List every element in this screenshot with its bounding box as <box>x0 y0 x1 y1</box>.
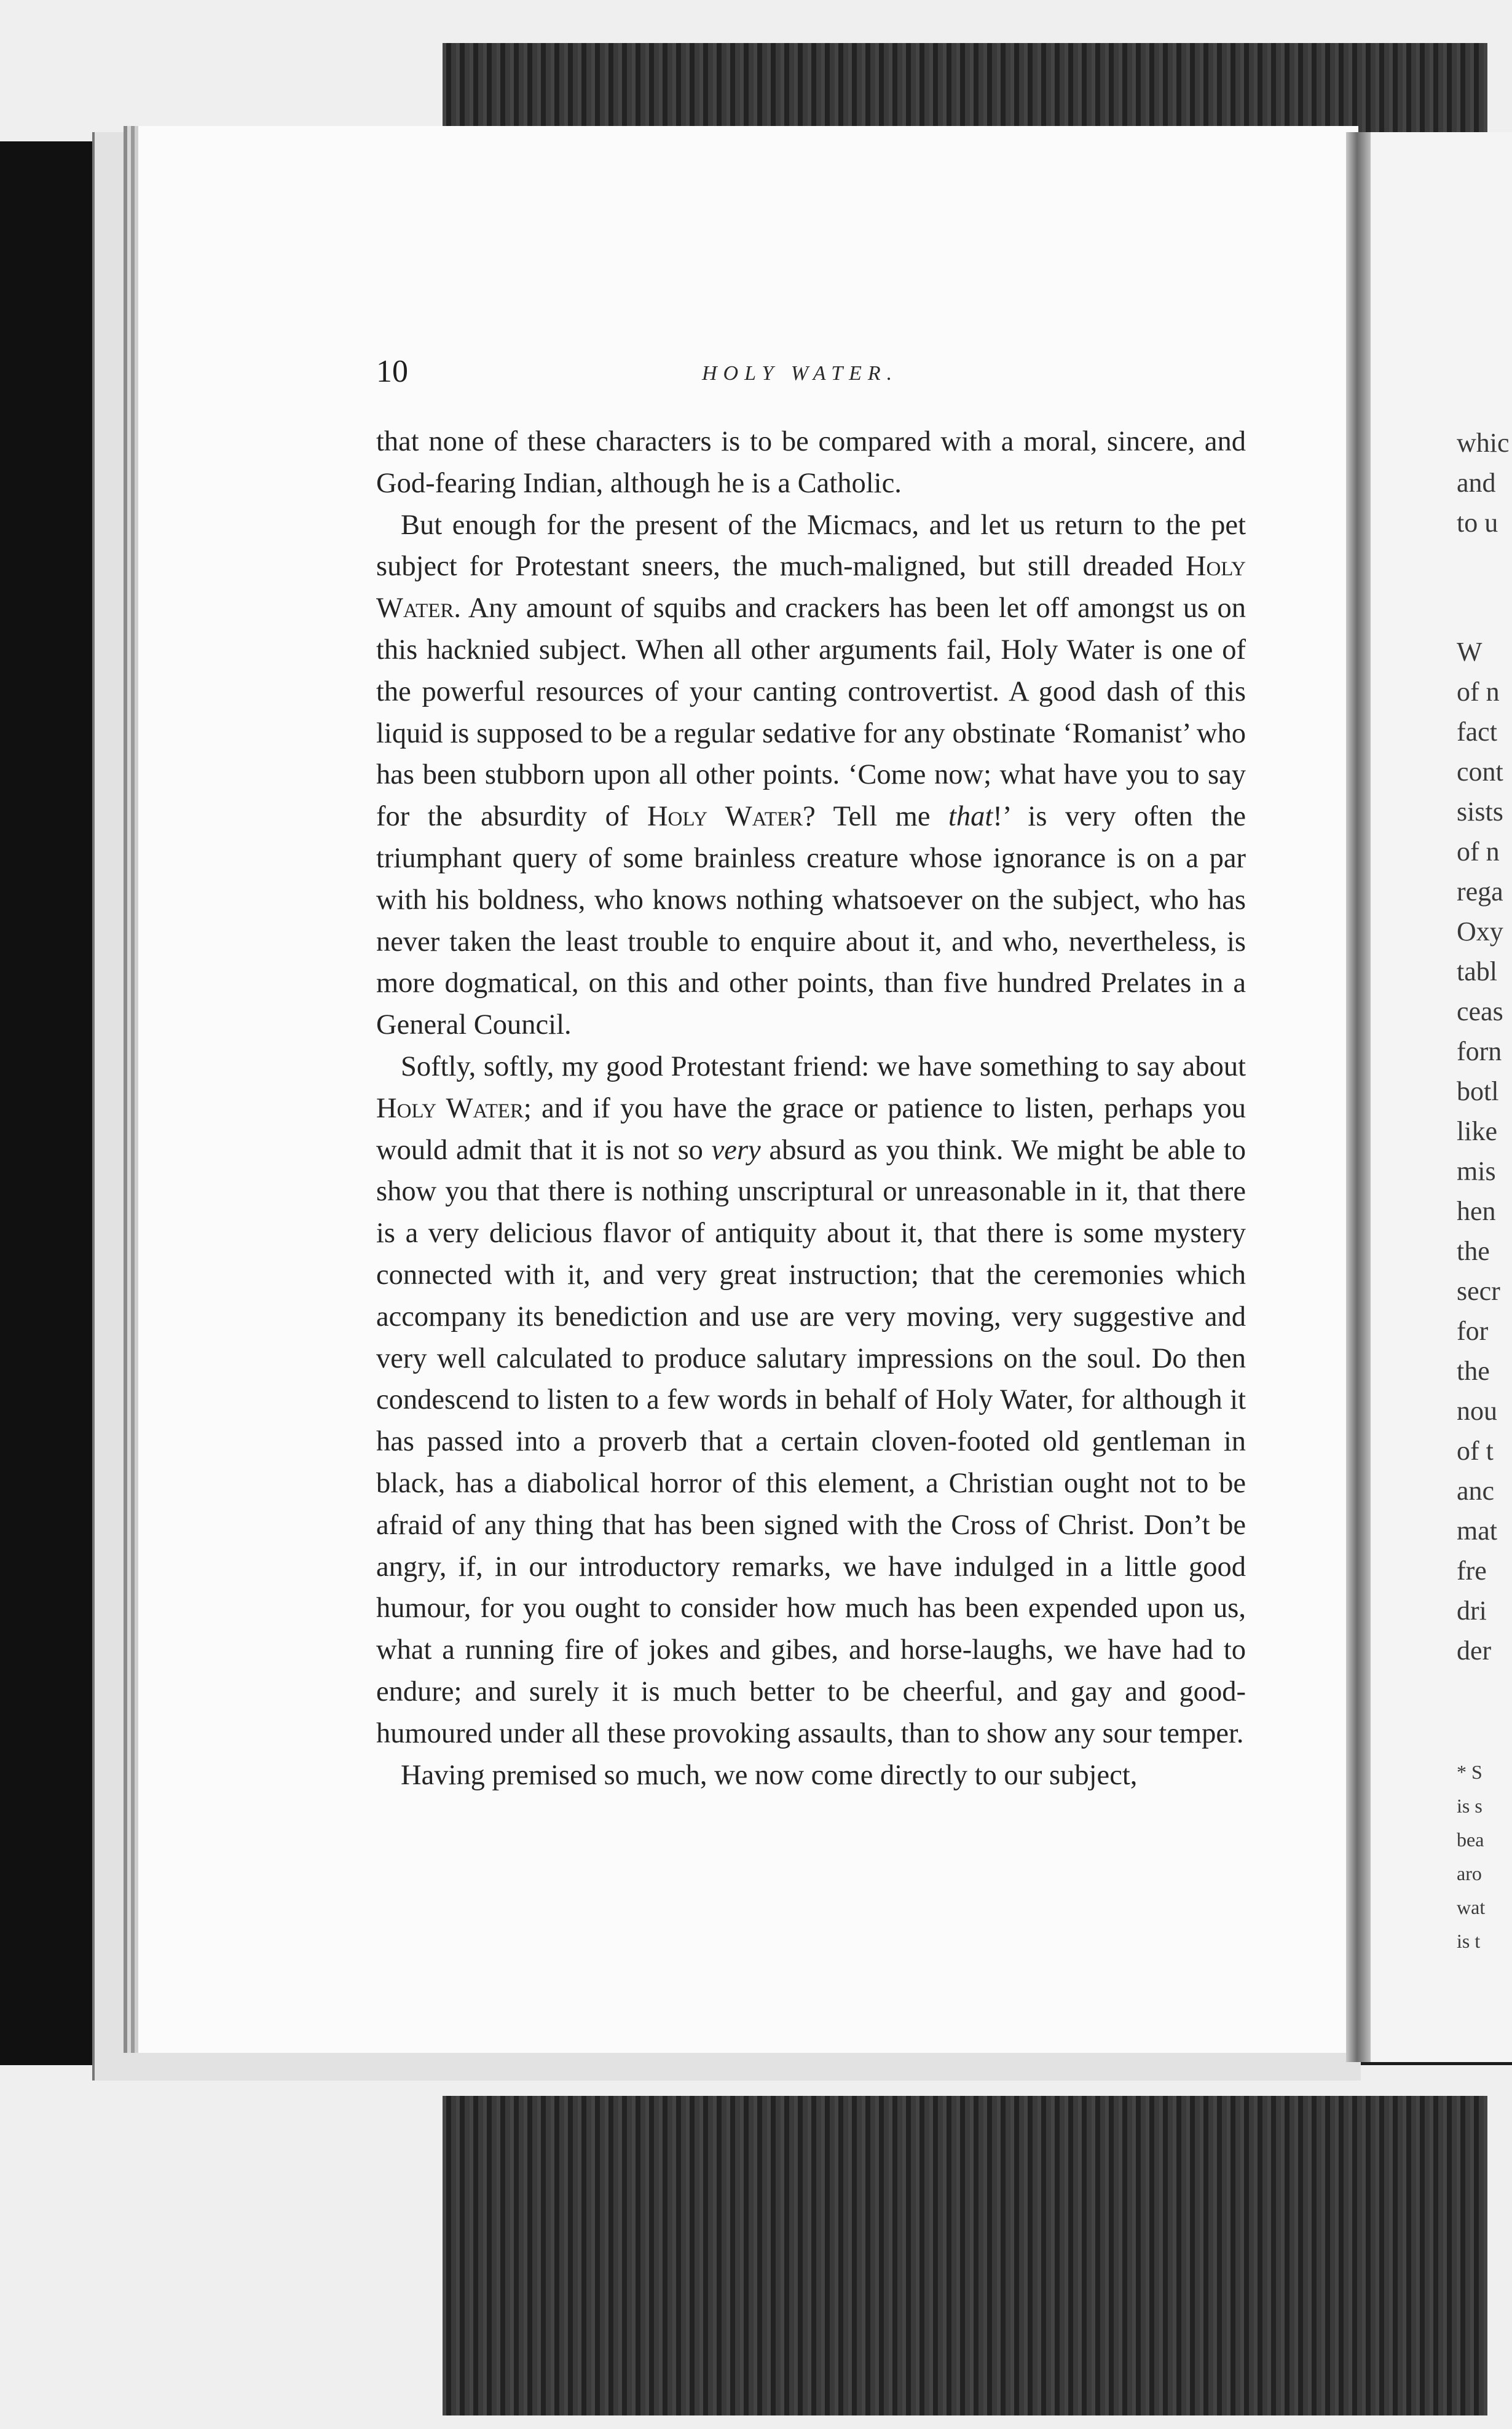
facing-page-line: fre <box>1457 1556 1487 1586</box>
facing-page <box>1371 132 1512 2062</box>
facing-page-line: is t <box>1457 1930 1481 1952</box>
facing-page-line: wat <box>1457 1896 1486 1918</box>
facing-page-line: aro <box>1457 1862 1482 1884</box>
facing-page-line: W <box>1457 637 1482 667</box>
facing-page-line: anc <box>1457 1476 1495 1506</box>
facing-page-line: the <box>1457 1356 1490 1386</box>
paragraph <box>376 505 1246 1046</box>
text-run: . Any amount of squibs and crackers has been let off amongst us on this hacknied subject. When all other arguments fail, Holy Water is one of the powerful resources of your canting controvertist. A good dash of this liquid is supposed to be a regular sedative for any obstinate ‘Romanist’ who has been stubborn upon all other points. ‘Come now; what have you to say for the absurdity of <box>376 592 1246 833</box>
facing-page-line: dri <box>1457 1596 1487 1626</box>
running-head <box>376 353 1246 396</box>
facing-page-line: ceas <box>1457 996 1503 1026</box>
text-run: absurd as you think. We might be able to show you that there is nothing unscriptural or unreasonable in it, that there is a very delicious flavor of antiquity about it, that there is some mystery connected with it, and very great instruction; that the ceremonies which accompany its benediction and use are very moving, very suggestive and very well calculated to produce salutary impressions on the soul. Do then condescend to listen to a few words in behalf of Holy Water, for although it has passed into a proverb that a certain cloven-footed old gentleman in black, has a diabolical horror of this element, a Christian ought not to be afraid of any thing that has been signed with the Cross of Christ. Don’t be angry, if, in our introductory remarks, we have indulged in a little good humour, for you ought to consider how much has been expended upon us, what a running fire of jokes and gibes, and horse-laughs, we have had to endure; and surely it is much better to be cheerful, and gay and good-humoured under all these provoking assaults, than to show any sour temper. <box>376 1134 1246 1749</box>
facing-page-line: * S <box>1457 1761 1482 1783</box>
text-run: Having premised so much, we now come directly to our subject, <box>401 1759 1138 1791</box>
scan-edge-bottom <box>443 2096 1487 2415</box>
text-run: ; and if you have the grace or patience to listen, perhaps you would admit that it is not so <box>376 1092 1246 1166</box>
facing-page-line: forn <box>1457 1036 1502 1066</box>
facing-page-line: rega <box>1457 876 1503 907</box>
facing-page-line: tabl <box>1457 956 1497 986</box>
running-title: HOLY WATER. <box>702 362 899 385</box>
text-run: Holy Water <box>647 801 803 833</box>
text-run: Softly, softly, my good Protestant friend: we have something to say about <box>401 1050 1246 1082</box>
facing-page-line: and <box>1457 468 1496 498</box>
facing-page-line: Oxy <box>1457 916 1503 947</box>
text-run: that <box>948 801 993 833</box>
facing-page-line: der <box>1457 1636 1492 1666</box>
text-run: ? Tell me <box>803 801 948 833</box>
facing-page-line: of n <box>1457 837 1500 867</box>
page-number: 10 <box>376 354 408 389</box>
facing-page-line: hen <box>1457 1196 1496 1226</box>
facing-page-line: for <box>1457 1316 1489 1346</box>
facing-page-line: secr <box>1457 1276 1500 1306</box>
facing-page-line: is s <box>1457 1795 1482 1817</box>
facing-page-line: of n <box>1457 677 1500 707</box>
text-run: But enough for the present of the Micmacs, and let us return to the pet subject for Protestant sneers, the much-maligned, but still dreaded <box>376 509 1246 583</box>
text-run: !’ is very often the triumphant query of some brainless creature whose ignorance is on a par with his boldness, who knows nothing whatsoever on the subject, who has never taken the least trouble to enquire about it, and who, nevertheless, is more dogmatical, on this and other points, than five hundred Prelates in a General Council. <box>376 801 1246 1041</box>
facing-page-line: cont <box>1457 757 1503 787</box>
scan-edge-left <box>0 141 92 2065</box>
facing-page-line: nou <box>1457 1396 1497 1426</box>
paragraph <box>376 1755 1246 1797</box>
text-run: that none of these characters is to be compared with a moral, sincere, and God-fearing Indian, although he is a Catholic. <box>376 426 1246 499</box>
facing-page-line: whic <box>1457 428 1510 458</box>
facing-page-line: sists <box>1457 797 1503 827</box>
facing-page-line: mat <box>1457 1516 1497 1546</box>
facing-page-line: fact <box>1457 717 1497 747</box>
paragraph <box>376 1046 1246 1755</box>
text-run: Holy Water <box>376 1092 524 1124</box>
facing-page-line: botl <box>1457 1076 1499 1106</box>
facing-page-line: mis <box>1457 1156 1496 1186</box>
body-text <box>376 421 1246 1796</box>
text-run: very <box>711 1134 761 1166</box>
facing-page-line: the <box>1457 1236 1490 1266</box>
facing-page-line: bea <box>1457 1829 1484 1851</box>
book-gutter <box>1346 132 1371 2062</box>
facing-page-line: of t <box>1457 1436 1494 1466</box>
paragraph <box>376 421 1246 505</box>
facing-page-line: like <box>1457 1116 1497 1146</box>
facing-page-line: to u <box>1457 508 1498 538</box>
text-run: Holy Water <box>376 551 1246 624</box>
